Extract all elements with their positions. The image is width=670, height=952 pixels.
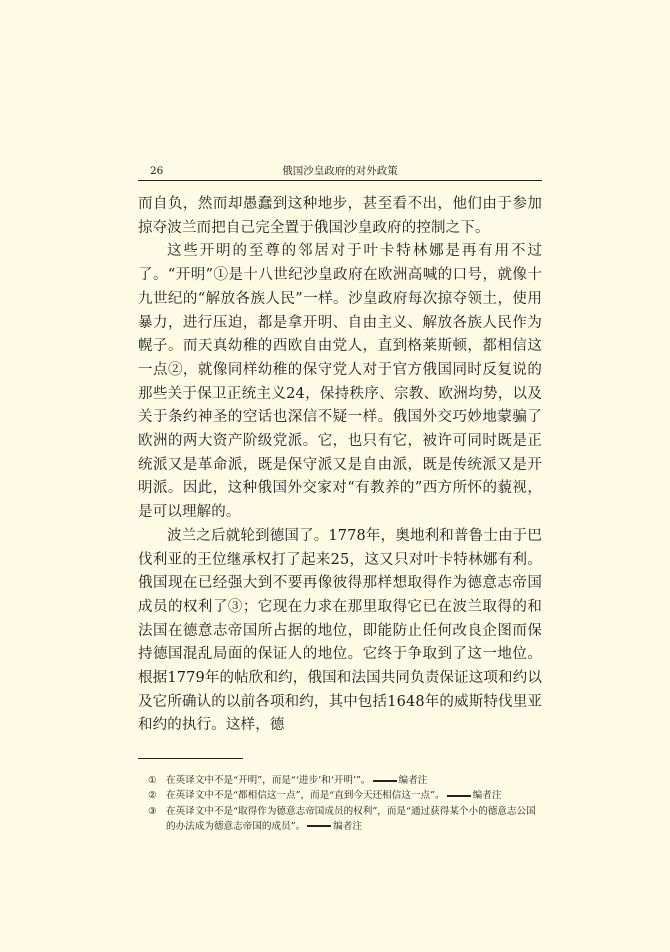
- footnote-1: [148, 773, 542, 788]
- book-page: [138, 162, 542, 834]
- footnote-text: 在英译文中不是“开明”，而是“‘进步’和‘开明’”。: [166, 775, 371, 787]
- em-dash: [307, 825, 331, 827]
- body-text: [138, 193, 542, 738]
- running-header: [138, 162, 542, 181]
- footnote-editor-note: 编者注: [472, 790, 502, 802]
- footnote-editor-note: 编者注: [333, 820, 362, 832]
- paragraph-3: 波兰之后就轮到德国了。1778年，奥地利和普鲁士由于巴伐利亚的王位继承权打了起来25，这又只对叶卡特林娜有利。俄国现在已经强大到不要再像彼得那样想取得作为德意志帝国成员的权利了③；它现在力求在那里取得它已在波兰取得的和法国在德意志帝国所占据的地位，即能防止任何改良企图而保持德国混乱局面的保证人的地位。它终于争取到了这一地位。根据1779年的帖欣和约，俄国和法国共同负责保证这项和约以及它所确认的以前各项和约，其中包括1648年的威斯特伐里亚和约的执行。这样，德: [138, 527, 542, 734]
- footnote-divider: [138, 758, 243, 759]
- footnote-editor-note: 编者注: [398, 775, 428, 787]
- footnote-marker: ②: [148, 790, 157, 802]
- paragraph-1: 而自负，然而却愚蠢到这种地步，甚至看不出，他们由于参加掠夺波兰而把自己完全置于俄国沙皇政府的控制之下。: [138, 196, 542, 236]
- em-dash: [447, 795, 471, 797]
- footnote-3: [148, 804, 542, 834]
- em-dash: [373, 780, 397, 782]
- page-number: 26: [150, 165, 164, 177]
- footnote-2: [148, 788, 542, 803]
- footnote-text: 在英译文中不是“都相信这一点”，而是“直到今天还相信这一点”。: [166, 790, 445, 802]
- footnote-marker: ③: [148, 805, 157, 817]
- paragraph-2: 这些开明的至尊的邻居对于叶卡特林娜是再有用不过了。“开明”①是十八世纪沙皇政府在欧洲高喊的口号，就像十九世纪的“解放各族人民”一样。沙皇政府每次掠夺领土，使用暴力，进行压迫，都是拿开明、自由主义、解放各族人民作为幌子。而天真幼稚的西欧自由党人，直到格莱斯顿，都相信这一点②，就像同样幼稚的保守党人对于官方俄国同时反复说的那些关于保卫正统主义24，保持秩序、宗教、欧洲均势，以及关于条约神圣的空话也深信不疑一样。俄国外交巧妙地蒙骗了欧洲的两大资产阶级党派。它，也只有它，被许可同时既是正统派又是革命派，既是保守派又是自由派，既是传统派又是开明派。因此，这种俄国外交家对“有教养的”西方所怀的藐视，是可以理解的。: [138, 243, 542, 521]
- footnote-text: 在英译文中不是“取得作为德意志帝国成员的权利”，而是“通过获得某个小的德意志公国的办法成为德意志帝国的成员”。: [166, 805, 536, 832]
- book-title: 俄国沙皇政府的对外政策: [282, 165, 398, 177]
- footnotes: [138, 773, 542, 834]
- footnote-marker: ①: [148, 775, 157, 787]
